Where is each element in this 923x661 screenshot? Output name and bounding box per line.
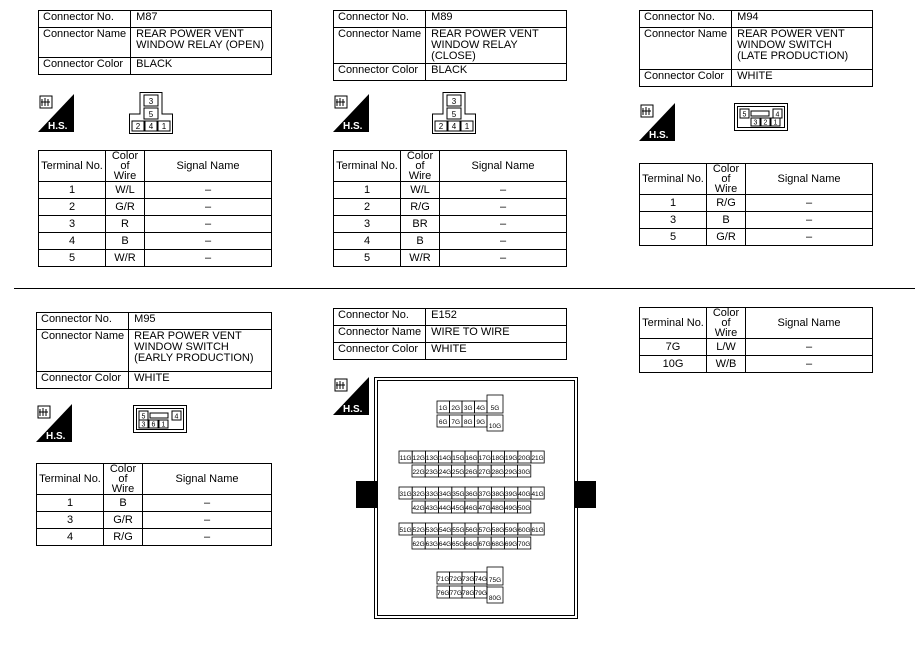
terminal-no-cell: 3	[37, 512, 104, 529]
terminal-row	[39, 216, 272, 233]
connector-name-value: REAR POWER VENT WINDOW RELAY (OPEN)	[131, 28, 272, 58]
signal-name-cell: –	[746, 195, 873, 212]
terminal-rows	[640, 195, 873, 246]
connector-color-label: Connector Color	[640, 70, 732, 87]
connector-m89	[333, 10, 567, 81]
pin-label: 75G	[488, 577, 502, 584]
connector-no-value: E152	[426, 309, 567, 326]
pin-label: 1	[161, 122, 167, 131]
signal-name-cell: –	[145, 233, 272, 250]
pin-label: 62G	[412, 541, 425, 548]
terminal-row	[640, 356, 873, 373]
connector-name-value: REAR POWER VENT WINDOW SWITCH (LATE PRODUCTION)	[732, 28, 873, 70]
connector-m94	[639, 10, 873, 87]
connector-info-table	[333, 308, 567, 360]
pin-label: 3	[148, 97, 154, 106]
pin-label: 78G	[462, 590, 475, 597]
terminal-no-cell: 1	[37, 495, 104, 512]
pin-label: 43G	[425, 505, 438, 512]
pin-label: 36G	[465, 491, 478, 498]
color-of-wire-header: Color of Wire	[707, 308, 746, 339]
connector-color-label: Connector Color	[334, 64, 426, 81]
color-of-wire-header: Color of Wire	[104, 464, 143, 495]
terminal-rows	[37, 495, 272, 546]
terminal-no-header: Terminal No.	[39, 151, 106, 182]
hs-label: H.S.	[343, 404, 363, 415]
terminal-table-m95	[36, 463, 272, 546]
pin-label: 18G	[491, 455, 505, 462]
pin-label: 3	[141, 421, 146, 429]
pin-label: 70G	[518, 541, 531, 548]
terminal-row	[39, 250, 272, 267]
terminal-no-header: Terminal No.	[334, 151, 401, 182]
wire-color-cell: G/R	[104, 512, 143, 529]
pin-label: 3	[753, 119, 758, 127]
signal-name-cell: –	[440, 233, 567, 250]
pin-label: 41G	[531, 491, 544, 498]
pin-label: 1	[464, 122, 470, 131]
pin-label: 32G	[412, 491, 425, 498]
connector-no-label: Connector No.	[334, 309, 426, 326]
pin-label: 74G	[474, 576, 487, 583]
terminal-no-cell: 5	[640, 229, 707, 246]
signal-name-cell: –	[440, 250, 567, 267]
pin-label: 80G	[488, 595, 502, 602]
connector-m95	[36, 312, 272, 389]
pin-label: 15G	[452, 455, 465, 462]
connector-color-value: WHITE	[732, 70, 873, 87]
terminal-row	[39, 182, 272, 199]
wire-color-cell: G/R	[707, 229, 746, 246]
terminal-row	[334, 216, 567, 233]
pin-label: 59G	[505, 527, 518, 534]
connector-no-label: Connector No.	[640, 11, 732, 28]
pin-label: 4	[451, 122, 457, 131]
pin-label: 7G	[451, 419, 461, 426]
connector-no-value: M89	[426, 11, 567, 28]
pin-label: 25G	[452, 469, 465, 476]
connector-info-table	[639, 10, 873, 87]
hs-label: H.S.	[343, 121, 363, 132]
pin-label: 68G	[491, 541, 504, 548]
terminal-rows	[334, 182, 567, 267]
pin-label: 4	[775, 111, 780, 119]
terminal-table-m87	[38, 150, 272, 267]
connector-no-value: M95	[129, 313, 272, 330]
terminal-row	[39, 233, 272, 250]
terminal-rows	[39, 182, 272, 267]
pin-label: 20G	[518, 455, 531, 462]
pin-label: 1G	[438, 405, 448, 412]
terminal-table-e152	[639, 307, 873, 373]
terminal-no-cell: 4	[39, 233, 106, 250]
terminal-no-cell: 3	[39, 216, 106, 233]
pin-label: 40G	[518, 491, 531, 498]
pin-label: 9G	[476, 419, 486, 426]
wire-color-cell: L/W	[707, 339, 746, 356]
terminal-row	[640, 229, 873, 246]
connector-color-label: Connector Color	[37, 372, 129, 389]
connector-face-m87	[128, 92, 174, 139]
wire-color-cell: R/G	[401, 199, 440, 216]
terminal-row	[334, 250, 567, 267]
pin-label: 2	[438, 122, 444, 131]
signal-name-cell: –	[143, 529, 272, 546]
pin-label: 42G	[412, 505, 425, 512]
signal-name-header: Signal Name	[143, 464, 272, 495]
terminal-no-cell: 7G	[640, 339, 707, 356]
wire-color-cell: B	[104, 495, 143, 512]
pin-label: 73G	[462, 576, 475, 583]
terminal-no-header: Terminal No.	[640, 164, 707, 195]
wire-color-cell: R/G	[707, 195, 746, 212]
terminal-no-cell: 1	[334, 182, 401, 199]
signal-name-header: Signal Name	[145, 151, 272, 182]
terminal-no-cell: 3	[334, 216, 401, 233]
terminal-no-cell: 4	[334, 233, 401, 250]
pin-label: 56G	[465, 527, 478, 534]
pin-label: 1	[773, 119, 778, 127]
color-of-wire-header: Color of Wire	[401, 151, 440, 182]
pin-label: 45G	[452, 505, 465, 512]
connector-no-value: M94	[732, 11, 873, 28]
connector-no-label: Connector No.	[39, 11, 131, 28]
signal-name-cell: –	[440, 216, 567, 233]
pin-label: 67G	[478, 541, 491, 548]
pin-label: 29G	[504, 469, 518, 476]
terminal-row	[37, 529, 272, 546]
pin-label: 6	[151, 421, 156, 429]
pin-label: 12G	[412, 455, 425, 462]
connector-name-value: REAR POWER VENT WINDOW RELAY (CLOSE)	[426, 28, 567, 64]
signal-name-cell: –	[145, 250, 272, 267]
pin-label: 14G	[439, 455, 452, 462]
terminal-no-cell: 3	[640, 212, 707, 229]
terminal-no-cell: 1	[640, 195, 707, 212]
signal-name-cell: –	[746, 212, 873, 229]
pin-label: 5G	[490, 405, 500, 412]
pin-label: 33G	[425, 491, 439, 498]
connector-info-table	[36, 312, 272, 389]
pin-label: 49G	[504, 505, 518, 512]
pin-label: 26G	[465, 469, 478, 476]
pin-label: 21G	[531, 455, 544, 462]
connector-color-value: WHITE	[426, 343, 567, 360]
terminal-no-cell: 2	[39, 199, 106, 216]
terminal-rows	[640, 339, 873, 373]
terminal-row	[640, 339, 873, 356]
pin-label: 58G	[491, 527, 505, 534]
connector-color-value: WHITE	[129, 372, 272, 389]
signal-name-cell: –	[440, 199, 567, 216]
color-of-wire-header: Color of Wire	[707, 164, 746, 195]
pin-label: 16G	[465, 455, 478, 462]
section-divider	[14, 288, 915, 289]
pin-label: 72G	[449, 576, 462, 583]
pin-label: 5	[451, 110, 457, 119]
pin-label: 28G	[491, 469, 504, 476]
terminal-no-cell: 2	[334, 199, 401, 216]
connector-no-value: M87	[131, 11, 272, 28]
connector-name-label: Connector Name	[640, 28, 732, 70]
pin-label: 63G	[425, 541, 438, 548]
terminal-row	[37, 512, 272, 529]
hs-label: H.S.	[46, 431, 66, 442]
color-of-wire-header: Color of Wire	[106, 151, 145, 182]
terminal-row	[334, 182, 567, 199]
wire-color-cell: W/R	[106, 250, 145, 267]
pin-label: 51G	[399, 527, 412, 534]
pin-label: 39G	[505, 491, 518, 498]
pin-label: 61G	[531, 527, 544, 534]
hs-label: H.S.	[48, 121, 68, 132]
pin-label: 3G	[463, 405, 473, 412]
pin-label: 2G	[451, 405, 461, 412]
pin-label: 71G	[437, 576, 450, 583]
pin-label: 77G	[449, 590, 462, 597]
pin-label: 44G	[438, 505, 452, 512]
pin-label: 47G	[478, 505, 491, 512]
connector-name-label: Connector Name	[37, 330, 129, 372]
pin-label: 38G	[491, 491, 505, 498]
connector-face-e152	[356, 377, 596, 619]
pin-label: 55G	[452, 527, 465, 534]
harness-side-icon	[639, 103, 675, 141]
pin-label: 4	[148, 122, 154, 131]
pin-label: 69G	[504, 541, 518, 548]
pin-label: 52G	[412, 527, 425, 534]
connector-info-table	[333, 10, 567, 81]
pin-label: 64G	[438, 541, 452, 548]
pin-label: 5	[141, 413, 146, 421]
pin-label: 4	[174, 413, 179, 421]
terminal-table-m89	[333, 150, 567, 267]
terminal-no-cell: 4	[37, 529, 104, 546]
pin-label: 46G	[465, 505, 478, 512]
pin-label: 2	[763, 119, 768, 127]
connector-info-table	[38, 10, 272, 75]
signal-name-header: Signal Name	[746, 308, 873, 339]
terminal-no-header: Terminal No.	[37, 464, 104, 495]
connector-e152	[333, 308, 567, 360]
hs-label: H.S.	[649, 130, 669, 141]
connector-color-value: BLACK	[131, 58, 272, 75]
connector-no-label: Connector No.	[334, 11, 426, 28]
pin-label: 10G	[488, 423, 502, 430]
connector-color-label: Connector Color	[334, 343, 426, 360]
wire-color-cell: BR	[401, 216, 440, 233]
terminal-no-cell: 10G	[640, 356, 707, 373]
wire-color-cell: B	[401, 233, 440, 250]
signal-name-cell: –	[145, 182, 272, 199]
connector-name-label: Connector Name	[39, 28, 131, 58]
pin-label: 22G	[412, 469, 425, 476]
pin-label: 6G	[438, 419, 448, 426]
wire-color-cell: W/R	[401, 250, 440, 267]
signal-name-cell: –	[746, 339, 873, 356]
terminal-table	[639, 307, 873, 373]
connector-face-m94	[734, 103, 788, 136]
pin-label: 23G	[425, 469, 438, 476]
pin-label: 13G	[425, 455, 439, 462]
wire-color-cell: W/L	[106, 182, 145, 199]
wire-color-cell: W/B	[707, 356, 746, 373]
pin-label: 5	[742, 111, 747, 119]
terminal-no-cell: 5	[334, 250, 401, 267]
pin-label: 54G	[439, 527, 452, 534]
terminal-row	[640, 212, 873, 229]
pin-label: 27G	[478, 469, 491, 476]
terminal-table-m94	[639, 163, 873, 246]
harness-side-icon	[36, 404, 72, 442]
wire-color-cell: B	[707, 212, 746, 229]
pin-label: 35G	[452, 491, 465, 498]
terminal-row	[334, 233, 567, 250]
connector-name-value: REAR POWER VENT WINDOW SWITCH (EARLY PRODUCTION)	[129, 330, 272, 372]
terminal-table	[38, 150, 272, 267]
wire-color-cell: R/G	[104, 529, 143, 546]
harness-side-icon	[38, 94, 74, 132]
pin-label: 60G	[518, 527, 531, 534]
connector-color-value: BLACK	[426, 64, 567, 81]
pin-label: 5	[148, 110, 154, 119]
pin-label: 48G	[491, 505, 504, 512]
connector-name-label: Connector Name	[334, 326, 426, 343]
pin-label: 1	[161, 421, 166, 429]
pin-label: 76G	[437, 590, 450, 597]
pin-label: 79G	[474, 590, 487, 597]
connector-no-label: Connector No.	[37, 313, 129, 330]
signal-name-cell: –	[746, 229, 873, 246]
pin-label: 2	[135, 122, 141, 131]
connector-face-m89	[431, 92, 477, 139]
signal-name-cell: –	[145, 216, 272, 233]
wire-color-cell: B	[106, 233, 145, 250]
connector-color-label: Connector Color	[39, 58, 131, 75]
pin-label: 66G	[465, 541, 478, 548]
pin-label: 3	[451, 97, 457, 106]
pin-label: 4G	[476, 405, 486, 412]
pin-label: 57G	[478, 527, 491, 534]
pin-label: 53G	[425, 527, 439, 534]
harness-side-icon	[333, 94, 369, 132]
wire-color-cell: R	[106, 216, 145, 233]
pin-label: 19G	[505, 455, 518, 462]
terminal-row	[37, 495, 272, 512]
pin-label: 17G	[478, 455, 491, 462]
terminal-no-cell: 1	[39, 182, 106, 199]
pin-label: 34G	[439, 491, 452, 498]
terminal-table	[333, 150, 567, 267]
pin-label: 24G	[438, 469, 452, 476]
terminal-row	[334, 199, 567, 216]
connector-m87	[38, 10, 272, 75]
signal-name-cell: –	[746, 356, 873, 373]
pin-label: 11G	[399, 455, 412, 462]
signal-name-cell: –	[143, 495, 272, 512]
connector-name-label: Connector Name	[334, 28, 426, 64]
terminal-no-header: Terminal No.	[640, 308, 707, 339]
terminal-row	[640, 195, 873, 212]
signal-name-cell: –	[145, 199, 272, 216]
signal-name-header: Signal Name	[746, 164, 873, 195]
terminal-table	[639, 163, 873, 246]
wire-color-cell: G/R	[106, 199, 145, 216]
pin-label: 30G	[518, 469, 531, 476]
terminal-row	[39, 199, 272, 216]
pin-label: 37G	[478, 491, 491, 498]
signal-name-cell: –	[440, 182, 567, 199]
pin-label: 50G	[518, 505, 531, 512]
connector-face-m95	[133, 405, 187, 438]
pin-label: 65G	[452, 541, 465, 548]
signal-name-cell: –	[143, 512, 272, 529]
pin-label: 8G	[463, 419, 473, 426]
connector-name-value: WIRE TO WIRE	[426, 326, 567, 343]
signal-name-header: Signal Name	[440, 151, 567, 182]
pin-label: 31G	[399, 491, 412, 498]
terminal-table	[36, 463, 272, 546]
terminal-no-cell: 5	[39, 250, 106, 267]
wire-color-cell: W/L	[401, 182, 440, 199]
